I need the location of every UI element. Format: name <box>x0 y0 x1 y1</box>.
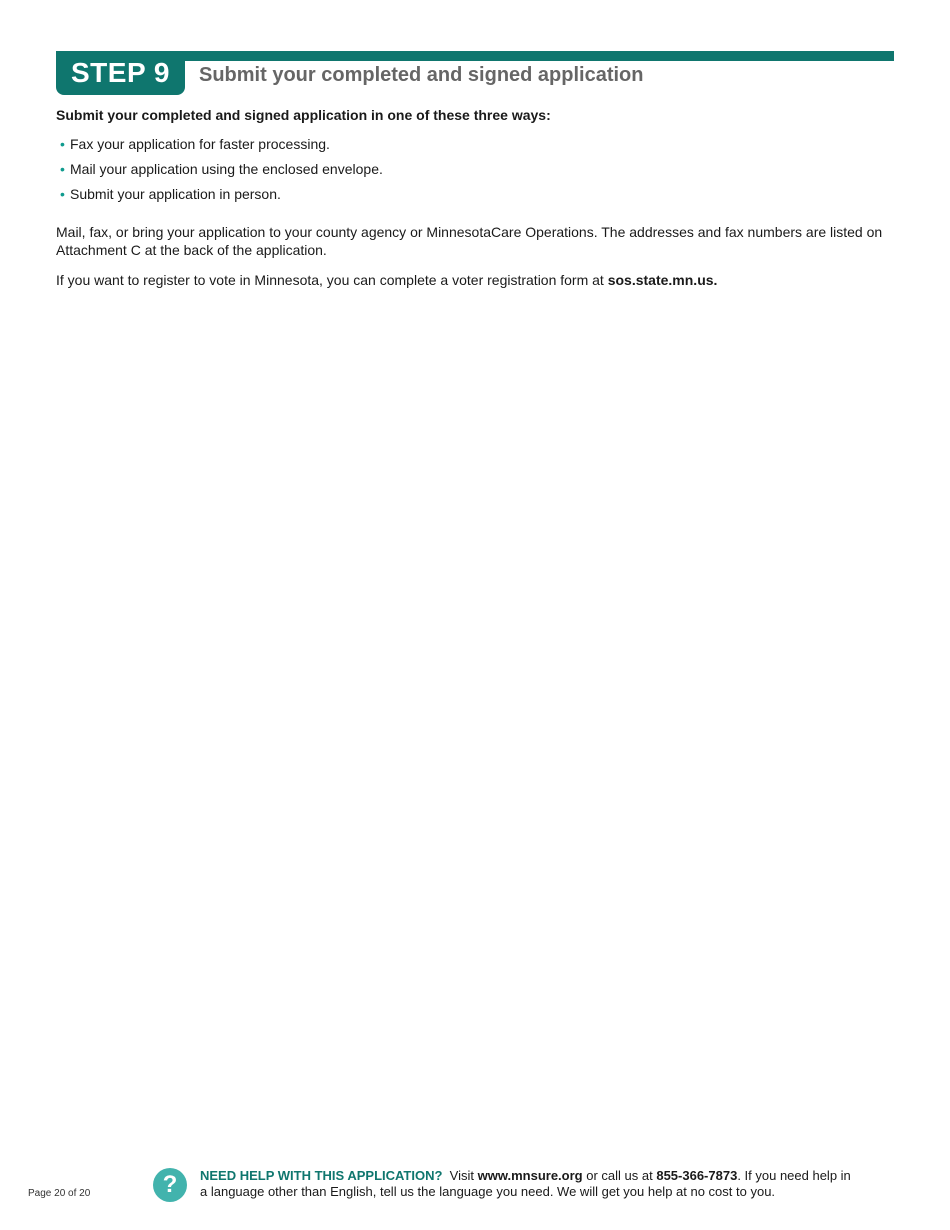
voter-registration-paragraph <box>56 271 896 289</box>
step-badge: STEP 9 <box>56 51 185 95</box>
help-footer-text <box>200 1168 860 1200</box>
intro-heading: Submit your completed and signed application in one of these three ways: <box>56 107 551 123</box>
list-item-text: Submit your application in person. <box>70 186 281 202</box>
help-question-icon: ? <box>153 1168 187 1202</box>
submission-methods-list <box>56 135 896 210</box>
voter-registration-text: If you want to register to vote in Minnesota, you can complete a voter registration form at <box>56 272 608 288</box>
help-heading: NEED HELP WITH THIS APPLICATION? <box>200 1168 443 1183</box>
page-number: Page 20 of 20 <box>28 1188 91 1199</box>
submission-info-paragraph: Mail, fax, or bring your application to your county agency or MinnesotaCare Operations. The addresses and fax numbers are listed on Attachment C at the back of the application. <box>56 224 883 258</box>
voter-registration-link[interactable]: sos.state.mn.us. <box>607 272 718 288</box>
main-content <box>56 106 896 301</box>
page-title: Submit your completed and signed application <box>199 64 644 86</box>
help-website-link[interactable]: www.mnsure.org <box>477 1168 583 1183</box>
list-item-text: Mail your application using the enclosed envelope. <box>70 161 383 177</box>
list-item <box>56 185 896 210</box>
list-item <box>56 135 896 160</box>
bullet-icon: • <box>60 136 65 152</box>
help-rest-text: . If you need help in a language other than English, tell us the language you need. We will get you help at no cost to you. <box>200 1168 851 1199</box>
bullet-icon: • <box>60 161 65 177</box>
help-phone-number[interactable]: 855-366-7873 <box>656 1168 738 1183</box>
bullet-icon: • <box>60 186 65 202</box>
list-item <box>56 160 896 185</box>
help-call-text: or call us at <box>586 1168 653 1183</box>
list-item-text: Fax your application for faster processing. <box>70 136 330 152</box>
help-visit-text: Visit <box>449 1168 474 1183</box>
